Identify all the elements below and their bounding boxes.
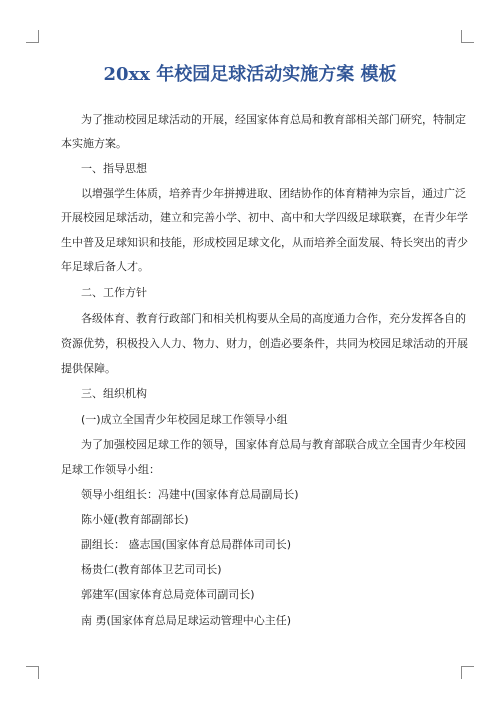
list-item: 郭建军(国家体育总局竞体司副司长): [81, 588, 255, 601]
list-item: 南 勇(国家体育总局足球运动管理中心主任): [81, 614, 292, 627]
list-item: 陈小娅(教育部副部长): [81, 513, 189, 526]
section-heading: 二、工作方针: [81, 286, 147, 299]
title-year: 20xx: [103, 64, 150, 85]
subsection-heading: (一)成立全国青少年校园足球工作领导小组: [81, 413, 288, 426]
paragraph-line: 资源优势，积极投入人力、物力、财力，创造必要条件，共同为校园足球活动的开展: [61, 337, 468, 350]
title-text: 年校园足球活动实施方案 模板: [149, 64, 397, 85]
crop-mark-bottom-right: [461, 666, 474, 679]
list-item: 副组长： 盛志国(国家体育总局群体司司长): [81, 538, 292, 551]
paragraph-line: 以增强学生体质，培养青少年拼搏进取、团结协作的体育精神为宗旨，通过广泛: [81, 187, 466, 200]
paragraph-line: 开展校园足球活动，建立和完善小学、初中、高中和大学四级足球联赛，在青少年学: [61, 211, 468, 224]
paragraph-line: 为了加强校园足球工作的领导，国家体育总局与教育部联合成立全国青少年校园: [81, 438, 466, 451]
paragraph-line: 本实施方案。: [61, 137, 127, 150]
section-heading: 一、指导思想: [81, 162, 147, 175]
paragraph-line: 为了推动校园足球活动的开展，经国家体育总局和教育部相关部门研究，特制定: [81, 113, 466, 126]
crop-mark-top-right: [461, 30, 474, 43]
section-heading: 三、组织机构: [81, 387, 147, 400]
paragraph-line: 年足球后备人才。: [61, 260, 149, 273]
crop-mark-bottom-left: [26, 666, 39, 679]
paragraph-line: 生中普及足球知识和技能，形成校园足球文化，从而培养全面发展、特长突出的青少: [61, 236, 468, 249]
list-item: 领导小组组长：冯建中(国家体育总局副局长): [81, 488, 299, 501]
paragraph-line: 各级体育、教育行政部门和相关机构要从全局的高度通力合作，充分发挥各自的: [81, 312, 466, 325]
document-title: [0, 63, 500, 87]
list-item: 杨贵仁(教育部体卫艺司司长): [81, 563, 222, 576]
paragraph-line: 足球工作领导小组：: [61, 463, 160, 476]
crop-mark-top-left: [26, 30, 39, 43]
paragraph-line: 提供保障。: [61, 362, 116, 375]
